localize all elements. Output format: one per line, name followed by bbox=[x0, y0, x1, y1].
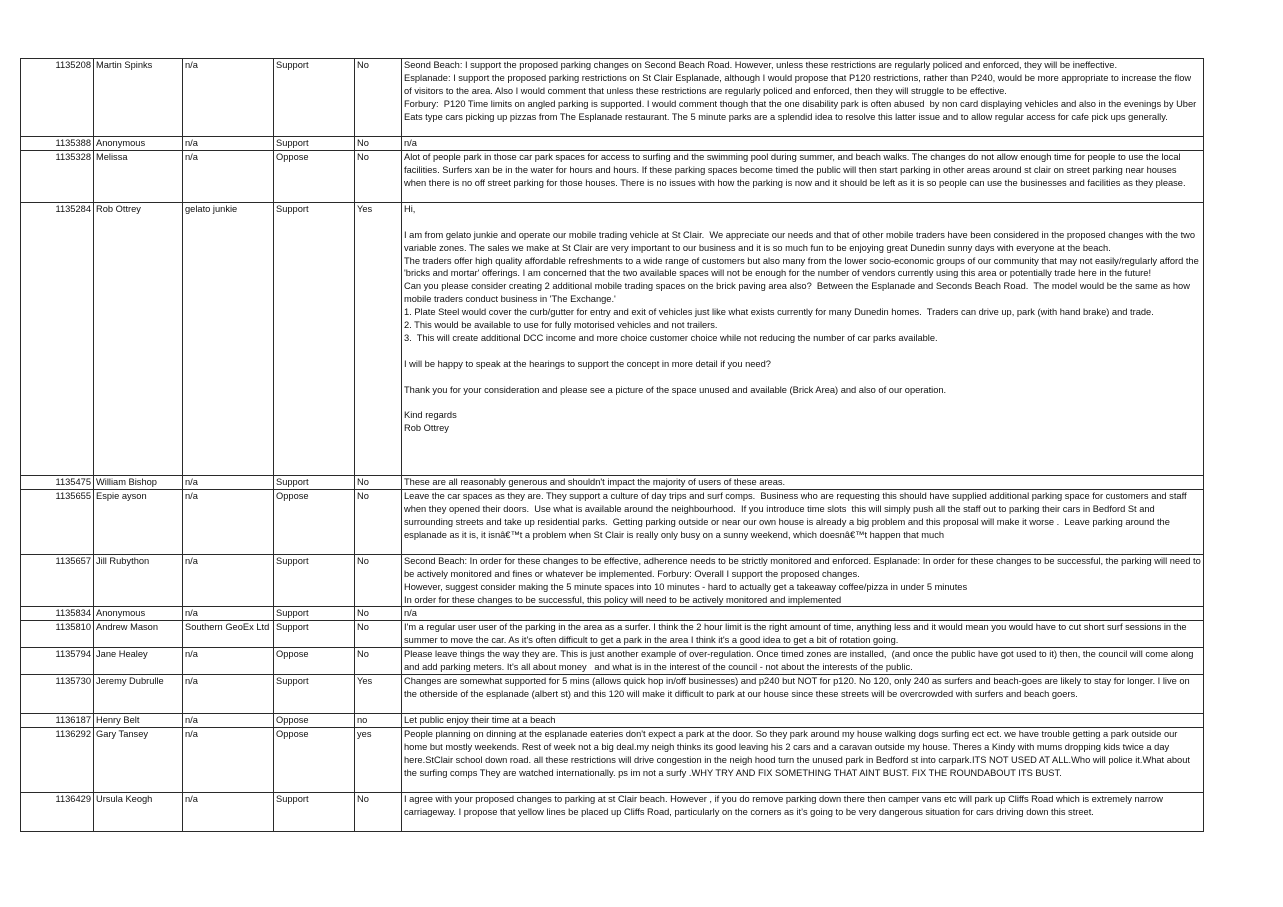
comment-cell bbox=[402, 475, 1204, 489]
organisation-cell: n/a bbox=[183, 674, 274, 713]
organisation-cell: n/a bbox=[183, 648, 274, 675]
submission-id-cell: 1135834 bbox=[21, 607, 94, 621]
comment-cell bbox=[402, 621, 1204, 648]
submission-id-cell: 1135655 bbox=[21, 489, 94, 554]
submissions-table-body bbox=[21, 59, 1204, 832]
submissions-table bbox=[20, 58, 1204, 832]
table-row bbox=[21, 727, 1204, 792]
table-row bbox=[21, 792, 1204, 831]
comment-paragraph: I am from gelato junkie and operate our mobile trading vehicle at St Clair. We appreciate our needs and that of other mobile traders have been considered in the proposed changes with the two variable zones. The sales we make at St Clair are very important to our business and it is so much fun to be enjoying great Dunedin sunny days with everyone at the beach. bbox=[404, 229, 1198, 253]
comment-paragraph: Hi, bbox=[404, 203, 416, 214]
comment-paragraph: Thank you for your consideration and please see a picture of the space unused and available (Brick Area) and also of our operation. bbox=[404, 384, 947, 395]
wish-to-be-heard-cell: No bbox=[355, 475, 402, 489]
organisation-cell: n/a bbox=[183, 792, 274, 831]
comment-paragraph bbox=[404, 216, 1201, 229]
submitter-name-cell: Martin Spinks bbox=[94, 59, 183, 137]
comment-cell bbox=[402, 674, 1204, 713]
submission-id-cell: 1135657 bbox=[21, 554, 94, 607]
comment-paragraph bbox=[404, 371, 1201, 384]
comment-cell bbox=[402, 489, 1204, 554]
organisation-cell: n/a bbox=[183, 607, 274, 621]
submission-id-cell: 1135810 bbox=[21, 621, 94, 648]
comment-cell bbox=[402, 202, 1204, 475]
organisation-cell: n/a bbox=[183, 489, 274, 554]
submission-id-cell: 1135475 bbox=[21, 475, 94, 489]
comment-paragraph: n/a bbox=[404, 138, 417, 148]
wish-to-be-heard-cell: No bbox=[355, 137, 402, 151]
support-position-cell: Support bbox=[274, 202, 355, 475]
submitter-name-cell: Jill Rubython bbox=[94, 554, 183, 607]
support-position-cell: Support bbox=[274, 607, 355, 621]
wish-to-be-heard-cell: No bbox=[355, 621, 402, 648]
comment-paragraph: I agree with your proposed changes to parking at st Clair beach. However , if you do remove parking down there then camper vans etc will park up Cliffs Road which is extremely narrow carriageway. I propose that yellow lines be placed up Cliffs Road, particularly on the corners as it’s going to be very dangerous situation for cars driving down this street. bbox=[404, 793, 1166, 817]
submission-id-cell: 1136292 bbox=[21, 727, 94, 792]
support-position-cell: Support bbox=[274, 674, 355, 713]
comment-paragraph: Kind regards bbox=[404, 410, 457, 421]
comment-paragraph: People planning on dinning at the esplanade eateries don't expect a park at the door. So they park around my house walking dogs surfing ect ect. we have trouble getting a park outside our home but mostly weekends. Rest of week not a big deal.my neigh thinks its good leaving his 2 cars and a caravan outside my house. Theres a Kindy with mums dropping kids twice a day here.StClair school down road. all these restrictions will drive congestion in the neigh hood turn the unused park in Bedford st into carpark.ITS NOT USED AT ALL.Who will police it.What about the surfing comps They are watched internationally. ps im not a surfy .WHY TRY AND FIX SOMETHING THAT AINT BUST. FIX THE ROUNDABOUT ITS BUST. bbox=[404, 728, 1193, 778]
comment-paragraph: In order for these changes to be successful, this policy will need to be actively monitored and implemented bbox=[404, 594, 842, 605]
support-position-cell: Oppose bbox=[274, 489, 355, 554]
support-position-cell: Support bbox=[274, 137, 355, 151]
wish-to-be-heard-cell: No bbox=[355, 59, 402, 137]
comment-cell bbox=[402, 150, 1204, 202]
comment-cell bbox=[402, 792, 1204, 831]
table-row bbox=[21, 674, 1204, 713]
comment-paragraph: Can you please consider creating 2 additional mobile trading spaces on the brick paving area also? Between the Esplanade and Seconds Beach Road. The model would be the same as how mobile traders conduct business in 'The Exchange.' bbox=[404, 281, 1193, 305]
comment-cell bbox=[402, 59, 1204, 137]
support-position-cell: Support bbox=[274, 792, 355, 831]
support-position-cell: Oppose bbox=[274, 150, 355, 202]
comment-paragraph bbox=[404, 396, 1201, 409]
wish-to-be-heard-cell: Yes bbox=[355, 674, 402, 713]
wish-to-be-heard-cell: No bbox=[355, 150, 402, 202]
submitter-name-cell: William Bishop bbox=[94, 475, 183, 489]
organisation-cell: n/a bbox=[183, 713, 274, 727]
comment-paragraph: Second Beach: In order for these changes to be effective, adherence needs to be strictly monitored and enforced. Esplanade: In order for these changes to be successful, the parking will need to be actively monitored and fines or whatever be implemented. Forbury: Overall I support the proposed changes. bbox=[404, 555, 1204, 579]
comment-paragraph: Leave the car spaces as they are. They support a culture of day trips and surf comps. Business who are requesting this should have supplied additional parking space for customers and staff when they opened their doors. Use what is available around the neighbourhood. If you introduce time slots this will simply push all the staff out to parking their cars in Bedford St and surrounding streets and take up residential parks. Getting parking outside or near our own house is already a big problem and this proposal will make it worse . Leave parking around the esplanade as it is, it isnâ€™t a problem when St Clair is really only busy on a sunny weekend, which doesnâ€™t happen that much bbox=[404, 490, 1190, 540]
submission-id-cell: 1135208 bbox=[21, 59, 94, 137]
wish-to-be-heard-cell: Yes bbox=[355, 202, 402, 475]
submission-id-cell: 1136429 bbox=[21, 792, 94, 831]
organisation-cell: n/a bbox=[183, 554, 274, 607]
submission-id-cell: 1135730 bbox=[21, 674, 94, 713]
support-position-cell: Support bbox=[274, 475, 355, 489]
comment-paragraph: These are all reasonably generous and shouldn't impact the majority of users of these areas. bbox=[404, 476, 786, 487]
support-position-cell: Oppose bbox=[274, 713, 355, 727]
comment-paragraph: Please leave things the way they are. This is just another example of over-regulation. Once timed zones are installed, (and once the public have got used to it) then, the council will come along and add parking meters. It's all about money and what is in the interest of the council - not about the interests of the public. bbox=[404, 649, 1197, 673]
comment-paragraph: Let public enjoy their time at a beach bbox=[404, 714, 556, 725]
organisation-cell: n/a bbox=[183, 727, 274, 792]
organisation-cell: n/a bbox=[183, 59, 274, 137]
submitter-name-cell: Anonymous bbox=[94, 607, 183, 621]
comment-paragraph: I'm a regular user user of the parking in the area as a surfer. I think the 2 hour limit is the right amount of time, anything less and it would mean you would have to cut short surf sessions in the summer to move the car. As it's often difficult to get a park in the area I think it's a good idea to get a bit of rotation going. bbox=[404, 622, 1190, 646]
submitter-name-cell: Ursula Keogh bbox=[94, 792, 183, 831]
wish-to-be-heard-cell: No bbox=[355, 607, 402, 621]
table-row bbox=[21, 137, 1204, 151]
support-position-cell: Support bbox=[274, 59, 355, 137]
submitter-name-cell: Anonymous bbox=[94, 137, 183, 151]
table-row bbox=[21, 648, 1204, 675]
comment-paragraph: Forbury: P120 Time limits on angled parking is supported. I would comment though that the one disability park is often abused by non card displaying vehicles and also in the evenings by Uber Eats type cars picking up pizzas from The Esplanade restaurant. The 5 minute parks are a splendid idea to resolve this latter issue and to allow regular access for cafe pick ups generally. bbox=[404, 98, 1199, 122]
submitter-name-cell: Melissa bbox=[94, 150, 183, 202]
submitter-name-cell: Jane Healey bbox=[94, 648, 183, 675]
comment-cell bbox=[402, 727, 1204, 792]
submitter-name-cell: Gary Tansey bbox=[94, 727, 183, 792]
wish-to-be-heard-cell: No bbox=[355, 489, 402, 554]
comment-paragraph: Seond Beach: I support the proposed parking changes on Second Beach Road. However, unless these restrictions are regularly policed and enforced, they will be ineffective. bbox=[404, 60, 1118, 70]
wish-to-be-heard-cell: no bbox=[355, 713, 402, 727]
comment-paragraph: The traders offer high quality affordable refreshments to a wide range of customers but also many from the lower socio-economic groups of our community that may not easily/regularly afford the 'bricks and mortar' offerings. I am concerned that the two available spaces will not be enough for the number of vendors currently using this area or potentially trade here in the future! bbox=[404, 255, 1202, 279]
comment-cell bbox=[402, 554, 1204, 607]
support-position-cell: Oppose bbox=[274, 727, 355, 792]
comment-paragraph: 1. Plate Steel would cover the curb/gutter for entry and exit of vehicles just like what exists currently for many Dunedin homes. Traders can drive up, park (with hand brake) and trade. bbox=[404, 307, 1154, 318]
comment-cell bbox=[402, 713, 1204, 727]
wish-to-be-heard-cell: No bbox=[355, 554, 402, 607]
wish-to-be-heard-cell: yes bbox=[355, 727, 402, 792]
submission-id-cell: 1135284 bbox=[21, 202, 94, 475]
comment-paragraph: I will be happy to speak at the hearings to support the concept in more detail if you need? bbox=[404, 358, 771, 369]
support-position-cell: Support bbox=[274, 554, 355, 607]
organisation-cell: gelato junkie bbox=[183, 202, 274, 475]
comment-paragraph: n/a bbox=[404, 608, 417, 619]
organisation-cell: n/a bbox=[183, 137, 274, 151]
wish-to-be-heard-cell: No bbox=[355, 648, 402, 675]
submission-id-cell: 1136187 bbox=[21, 713, 94, 727]
comment-paragraph: Alot of people park in those car park spaces for access to surfing and the swimming pool during summer, and beach walks. The changes do not allow enough time for people to use the local facilities. Surfers xan be in the water for hours and hours. If these parking spaces become timed the public will then start parking in other areas around st clair on street parking near houses when there is no off street parking for those houses. There is no issues with how the parking is now and it should be left as it is so people can use the businesses and facilities as they please. bbox=[404, 151, 1186, 188]
submission-id-cell: 1135388 bbox=[21, 137, 94, 151]
table-row bbox=[21, 607, 1204, 621]
comment-paragraph: 2. This would be available to use for fully motorised vehicles and not trailers. bbox=[404, 320, 718, 331]
comment-paragraph: 3. This will create additional DCC income and more choice customer choice while not reducing the number of car parks available. bbox=[404, 332, 938, 343]
table-row bbox=[21, 59, 1204, 137]
table-row bbox=[21, 554, 1204, 607]
table-row bbox=[21, 621, 1204, 648]
submission-id-cell: 1135328 bbox=[21, 150, 94, 202]
comment-paragraph: However, suggest consider making the 5 minute spaces into 10 minutes - hard to actually get a takeaway coffee/pizza in under 5 minutes bbox=[404, 581, 968, 592]
wish-to-be-heard-cell: No bbox=[355, 792, 402, 831]
comment-paragraph: Changes are somewhat supported for 5 mins (allows quick hop in/off businesses) and p240 but NOT for p120. No 120, only 240 as surfers and beach-goes are likely to stay for longer. I live on the otherside of the esplanade (albert st) and this 120 will make it difficult to park at our house since these streets will be overcrowded with surfers and beach goers. bbox=[404, 675, 1193, 699]
support-position-cell: Oppose bbox=[274, 648, 355, 675]
table-row bbox=[21, 150, 1204, 202]
submitter-name-cell: Espie ayson bbox=[94, 489, 183, 554]
table-row bbox=[21, 489, 1204, 554]
comment-cell bbox=[402, 607, 1204, 621]
submitter-name-cell: Henry Belt bbox=[94, 713, 183, 727]
table-row bbox=[21, 475, 1204, 489]
organisation-cell: Southern GeoEx Ltd bbox=[183, 621, 274, 648]
submitter-name-cell: Rob Ottrey bbox=[94, 202, 183, 475]
comment-cell bbox=[402, 137, 1204, 151]
comment-cell bbox=[402, 648, 1204, 675]
comment-paragraph: Rob Ottrey bbox=[404, 423, 449, 434]
support-position-cell: Support bbox=[274, 621, 355, 648]
submitter-name-cell: Jeremy Dubrulle bbox=[94, 674, 183, 713]
organisation-cell: n/a bbox=[183, 150, 274, 202]
table-row bbox=[21, 713, 1204, 727]
submission-id-cell: 1135794 bbox=[21, 648, 94, 675]
table-row bbox=[21, 202, 1204, 475]
organisation-cell: n/a bbox=[183, 475, 274, 489]
comment-paragraph bbox=[404, 345, 1201, 358]
comment-paragraph: Esplanade: I support the proposed parking restrictions on St Clair Esplanade, although I would propose that P120 restrictions, rather than P240, would be more appropriate to increase the flow of visitors to the area. Also I would comment that unless these restrictions are regularly policed and enforced, then they will struggle to be effective. bbox=[404, 72, 1194, 96]
submitter-name-cell: Andrew Mason bbox=[94, 621, 183, 648]
